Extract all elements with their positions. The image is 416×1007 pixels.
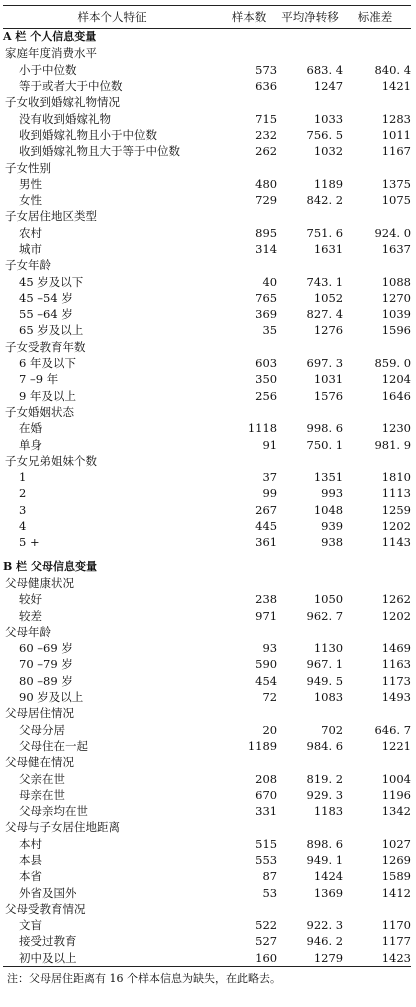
category-row bbox=[3, 404, 411, 420]
row-label: 农村 bbox=[19, 225, 42, 240]
table-row bbox=[3, 502, 411, 518]
std-dev-cell: 1493 bbox=[381, 690, 412, 705]
sample-size-cell: 267 bbox=[255, 502, 278, 517]
table-row bbox=[3, 591, 411, 607]
std-dev-cell: 1421 bbox=[381, 79, 412, 94]
std-dev-cell: 1177 bbox=[381, 934, 412, 949]
row-label: 文盲 bbox=[19, 918, 42, 933]
mean-transfer-cell: 929. 3 bbox=[306, 787, 344, 802]
table-row bbox=[3, 738, 411, 754]
mean-transfer-cell: 1130 bbox=[313, 641, 344, 656]
std-dev-cell: 1810 bbox=[381, 470, 412, 485]
table-row bbox=[3, 322, 411, 338]
panel-b-title: B 栏 父母信息变量 bbox=[3, 559, 97, 573]
row-label: 母亲在世 bbox=[19, 787, 65, 802]
row-label: 单身 bbox=[19, 437, 42, 452]
std-dev-cell: 1469 bbox=[381, 641, 412, 656]
mean-transfer-cell: 819. 2 bbox=[306, 771, 344, 786]
bottom-rule bbox=[3, 966, 411, 967]
std-dev-cell: 1039 bbox=[381, 307, 412, 322]
mean-transfer-cell: 962. 7 bbox=[306, 608, 344, 623]
std-dev-cell: 1088 bbox=[381, 274, 412, 289]
table-row bbox=[3, 518, 411, 534]
row-label: 较差 bbox=[19, 608, 42, 623]
row-label: 父母健康状况 bbox=[5, 575, 74, 590]
std-dev-cell: 859. 0 bbox=[374, 356, 412, 371]
category-row bbox=[3, 705, 411, 721]
sample-size-cell: 37 bbox=[262, 470, 278, 485]
mean-transfer-cell: 967. 1 bbox=[306, 657, 344, 672]
category-row bbox=[3, 754, 411, 770]
mean-transfer-cell: 984. 6 bbox=[306, 738, 344, 753]
sample-size-cell: 256 bbox=[255, 388, 278, 403]
table-row bbox=[3, 721, 411, 737]
mean-transfer-cell: 1032 bbox=[313, 144, 344, 159]
std-dev-cell: 1259 bbox=[381, 502, 412, 517]
table-row bbox=[3, 290, 411, 306]
std-dev-cell: 1170 bbox=[381, 918, 412, 933]
mean-transfer-cell: 756. 5 bbox=[306, 127, 344, 142]
table-row bbox=[3, 273, 411, 289]
table-row bbox=[3, 143, 411, 159]
sample-size-cell: 35 bbox=[262, 323, 278, 338]
table-row bbox=[3, 534, 411, 550]
table-row bbox=[3, 62, 411, 78]
row-label: 外省及国外 bbox=[19, 885, 77, 900]
row-label: 父母住在一起 bbox=[19, 738, 88, 753]
sample-size-cell: 160 bbox=[255, 950, 278, 965]
row-label: 父母受教育情况 bbox=[5, 901, 86, 916]
table-note: 注：父母居住距离有 16 个样本信息为缺失，在此略去。 bbox=[7, 971, 281, 985]
row-label: 父母年龄 bbox=[5, 624, 51, 639]
row-label: 2 bbox=[19, 486, 27, 501]
row-label: 65 岁及以上 bbox=[19, 323, 84, 338]
std-dev-cell: 1637 bbox=[381, 242, 412, 256]
row-label: 父母居住情况 bbox=[5, 706, 74, 721]
std-dev-cell: 1221 bbox=[381, 738, 412, 753]
std-dev-cell: 1423 bbox=[381, 950, 412, 965]
row-label: 子女居住地区类型 bbox=[5, 209, 97, 224]
row-label: 6 年及以下 bbox=[19, 356, 76, 371]
row-label: 父亲在世 bbox=[19, 771, 65, 786]
std-dev-cell: 1011 bbox=[381, 127, 412, 142]
std-dev-cell: 1230 bbox=[381, 421, 412, 436]
row-label: 父母亲均在世 bbox=[19, 804, 88, 819]
sample-size-cell: 53 bbox=[262, 885, 278, 900]
table-row bbox=[3, 485, 411, 501]
sample-size-cell: 93 bbox=[262, 641, 278, 656]
row-label: 子女性别 bbox=[5, 160, 51, 175]
mean-transfer-cell: 922. 3 bbox=[306, 918, 344, 933]
std-dev-cell: 1027 bbox=[381, 836, 412, 851]
category-row bbox=[3, 453, 411, 469]
summary-table bbox=[3, 5, 411, 986]
std-dev-cell: 1075 bbox=[381, 193, 412, 208]
sample-size-cell: 350 bbox=[255, 372, 278, 387]
mean-transfer-cell: 842. 2 bbox=[306, 193, 344, 208]
sample-size-cell: 670 bbox=[255, 787, 278, 802]
row-label: 初中及以上 bbox=[19, 950, 77, 965]
std-dev-cell: 1342 bbox=[381, 804, 412, 819]
row-label: 9 年及以上 bbox=[19, 388, 76, 403]
table-row bbox=[3, 192, 411, 208]
category-row bbox=[3, 94, 411, 110]
panel-gap bbox=[3, 551, 411, 559]
sample-size-cell: 262 bbox=[255, 144, 278, 159]
row-label: 父母与子女居住地距离 bbox=[5, 820, 120, 835]
sample-size-cell: 40 bbox=[262, 274, 278, 289]
table-row bbox=[3, 241, 411, 257]
std-dev-cell: 1412 bbox=[381, 885, 412, 900]
sample-size-cell: 573 bbox=[255, 62, 278, 77]
row-label: 3 bbox=[19, 502, 27, 517]
mean-transfer-cell: 1247 bbox=[313, 79, 344, 94]
sample-size-cell: 20 bbox=[262, 722, 278, 737]
category-row bbox=[3, 45, 411, 61]
mean-transfer-cell: 702 bbox=[321, 722, 344, 737]
mean-transfer-cell: 939 bbox=[321, 519, 344, 534]
sample-size-cell: 445 bbox=[255, 519, 278, 534]
std-dev-cell: 840. 4 bbox=[374, 62, 412, 77]
category-row bbox=[3, 819, 411, 835]
mean-transfer-cell: 1183 bbox=[313, 804, 344, 819]
std-dev-cell: 1167 bbox=[381, 144, 412, 159]
table-row bbox=[3, 640, 411, 656]
mean-transfer-cell: 1424 bbox=[313, 869, 344, 884]
header-sample-size: 样本数 bbox=[231, 10, 267, 24]
table-row bbox=[3, 78, 411, 94]
mean-transfer-cell: 938 bbox=[321, 535, 344, 550]
mean-transfer-cell: 1031 bbox=[313, 372, 344, 387]
table-row bbox=[3, 868, 411, 884]
row-label: 城市 bbox=[19, 242, 42, 256]
panel-a-rows bbox=[3, 45, 411, 550]
row-label: 没有收到婚嫁礼物 bbox=[19, 111, 111, 126]
std-dev-cell: 1269 bbox=[381, 852, 412, 867]
sample-size-cell: 208 bbox=[255, 771, 278, 786]
sample-size-cell: 603 bbox=[255, 356, 278, 371]
sample-size-cell: 636 bbox=[255, 79, 278, 94]
mean-transfer-cell: 1351 bbox=[313, 470, 344, 485]
row-label: 4 bbox=[19, 519, 27, 534]
table-row bbox=[3, 127, 411, 143]
row-label: 70 –79 岁 bbox=[19, 657, 73, 672]
table-row bbox=[3, 110, 411, 126]
table-row bbox=[3, 836, 411, 852]
sample-size-cell: 715 bbox=[255, 111, 278, 126]
sample-size-cell: 895 bbox=[255, 225, 278, 240]
mean-transfer-cell: 1033 bbox=[313, 111, 344, 126]
table-header bbox=[3, 6, 411, 28]
mean-transfer-cell: 751. 6 bbox=[306, 225, 344, 240]
panel-b-rows bbox=[3, 575, 411, 966]
row-label: 女性 bbox=[19, 193, 42, 208]
sample-size-cell: 369 bbox=[255, 307, 278, 322]
mean-transfer-cell: 1050 bbox=[313, 592, 344, 607]
mean-transfer-cell: 949. 5 bbox=[306, 673, 344, 688]
category-row bbox=[3, 159, 411, 175]
row-label: 子女收到婚嫁礼物情况 bbox=[5, 95, 120, 110]
sample-size-cell: 765 bbox=[255, 290, 278, 305]
row-label: 较好 bbox=[19, 592, 42, 607]
table-row bbox=[3, 950, 411, 966]
row-label: 本县 bbox=[19, 852, 42, 867]
row-label: 45 岁及以下 bbox=[19, 274, 84, 289]
sample-size-cell: 232 bbox=[255, 127, 278, 142]
std-dev-cell: 1270 bbox=[381, 290, 412, 305]
table-row bbox=[3, 787, 411, 803]
std-dev-cell: 1262 bbox=[381, 592, 412, 607]
std-dev-cell: 1143 bbox=[381, 535, 412, 550]
sample-size-cell: 361 bbox=[255, 535, 278, 550]
row-label: 家庭年度消费水平 bbox=[5, 46, 97, 61]
sample-size-cell: 238 bbox=[255, 592, 278, 607]
std-dev-cell: 1283 bbox=[381, 111, 412, 126]
sample-size-cell: 314 bbox=[255, 242, 278, 256]
mean-transfer-cell: 1048 bbox=[313, 502, 344, 517]
table-row bbox=[3, 770, 411, 786]
mean-transfer-cell: 898. 6 bbox=[306, 836, 344, 851]
row-label: 接受过教育 bbox=[19, 934, 77, 949]
row-label: 收到婚嫁礼物且大于等于中位数 bbox=[19, 144, 180, 159]
mean-transfer-cell: 949. 1 bbox=[306, 852, 344, 867]
sample-size-cell: 590 bbox=[255, 657, 278, 672]
row-label: 父母健在情况 bbox=[5, 755, 74, 770]
table-row bbox=[3, 306, 411, 322]
std-dev-cell: 646. 7 bbox=[374, 722, 412, 737]
table-row bbox=[3, 933, 411, 949]
row-label: 本村 bbox=[19, 836, 42, 851]
category-row bbox=[3, 575, 411, 591]
row-label: 45 –54 岁 bbox=[19, 290, 73, 305]
std-dev-cell: 1375 bbox=[381, 176, 412, 191]
row-label: 60 –69 岁 bbox=[19, 641, 73, 656]
sample-size-cell: 553 bbox=[255, 852, 278, 867]
table-row bbox=[3, 917, 411, 933]
std-dev-cell: 1596 bbox=[381, 323, 412, 338]
mean-transfer-cell: 1631 bbox=[313, 242, 344, 256]
sample-size-cell: 480 bbox=[255, 176, 278, 191]
std-dev-cell: 1646 bbox=[381, 388, 412, 403]
table-row bbox=[3, 420, 411, 436]
row-label: 等于或者大于中位数 bbox=[19, 79, 123, 94]
sample-size-cell: 729 bbox=[255, 193, 278, 208]
row-label: 80 –89 岁 bbox=[19, 673, 73, 688]
panel-a-title: A 栏 个人信息变量 bbox=[3, 30, 97, 44]
std-dev-cell: 1196 bbox=[381, 787, 412, 802]
sample-size-cell: 72 bbox=[262, 690, 278, 705]
mean-transfer-cell: 827. 4 bbox=[306, 307, 344, 322]
mean-transfer-cell: 946. 2 bbox=[306, 934, 344, 949]
sample-size-cell: 1189 bbox=[247, 738, 278, 753]
mean-transfer-cell: 998. 6 bbox=[306, 421, 344, 436]
sample-size-cell: 971 bbox=[255, 608, 278, 623]
row-label: 子女兄弟姐妹个数 bbox=[5, 453, 97, 468]
sample-size-cell: 515 bbox=[255, 836, 278, 851]
table-row bbox=[3, 436, 411, 452]
table-row bbox=[3, 884, 411, 900]
row-label: 55 –64 岁 bbox=[19, 307, 73, 322]
std-dev-cell: 1173 bbox=[381, 673, 412, 688]
sample-size-cell: 1118 bbox=[247, 421, 278, 436]
sample-size-cell: 91 bbox=[262, 437, 278, 452]
row-label: 小于中位数 bbox=[19, 62, 77, 77]
header-mean-transfer: 平均净转移 bbox=[281, 10, 339, 24]
table-row bbox=[3, 852, 411, 868]
table-row bbox=[3, 656, 411, 672]
row-label: 5 + bbox=[19, 535, 40, 550]
table-row bbox=[3, 607, 411, 623]
mean-transfer-cell: 1279 bbox=[313, 950, 344, 965]
sample-size-cell: 331 bbox=[255, 804, 278, 819]
std-dev-cell: 1202 bbox=[381, 608, 412, 623]
mean-transfer-cell: 743. 1 bbox=[306, 274, 344, 289]
table-row bbox=[3, 355, 411, 371]
mean-transfer-cell: 993 bbox=[321, 486, 344, 501]
category-row bbox=[3, 901, 411, 917]
std-dev-cell: 1202 bbox=[381, 519, 412, 534]
row-label: 90 岁及以上 bbox=[19, 690, 84, 705]
sample-size-cell: 527 bbox=[255, 934, 278, 949]
header-std-dev: 标准差 bbox=[357, 10, 393, 24]
sample-size-cell: 454 bbox=[255, 673, 278, 688]
row-label: 子女年龄 bbox=[5, 258, 51, 273]
std-dev-cell: 1163 bbox=[381, 657, 412, 672]
table-row bbox=[3, 371, 411, 387]
std-dev-cell: 924. 0 bbox=[374, 225, 412, 240]
table-row bbox=[3, 803, 411, 819]
std-dev-cell: 981. 9 bbox=[374, 437, 412, 452]
row-label: 子女婚姻状态 bbox=[5, 404, 74, 419]
std-dev-cell: 1589 bbox=[381, 869, 412, 884]
row-label: 男性 bbox=[19, 176, 42, 191]
sample-size-cell: 87 bbox=[262, 869, 278, 884]
table-row bbox=[3, 388, 411, 404]
row-label: 收到婚嫁礼物且小于中位数 bbox=[19, 127, 157, 142]
table-row bbox=[3, 689, 411, 705]
category-row bbox=[3, 208, 411, 224]
table-row bbox=[3, 225, 411, 241]
mean-transfer-cell: 1576 bbox=[313, 388, 344, 403]
std-dev-cell: 1204 bbox=[381, 372, 412, 387]
row-label: 本省 bbox=[19, 869, 42, 884]
mean-transfer-cell: 1369 bbox=[313, 885, 344, 900]
mean-transfer-cell: 697. 3 bbox=[306, 356, 344, 371]
mean-transfer-cell: 1276 bbox=[313, 323, 344, 338]
row-label: 父母分居 bbox=[19, 722, 65, 737]
row-label: 在婚 bbox=[19, 421, 42, 436]
mean-transfer-cell: 750. 1 bbox=[306, 437, 344, 452]
sample-size-cell: 99 bbox=[262, 486, 278, 501]
sample-size-cell: 522 bbox=[255, 918, 278, 933]
header-feature: 样本个人特征 bbox=[77, 10, 147, 24]
mean-transfer-cell: 1189 bbox=[313, 176, 344, 191]
table-row bbox=[3, 176, 411, 192]
category-row bbox=[3, 339, 411, 355]
mean-transfer-cell: 1083 bbox=[313, 690, 344, 705]
row-label: 1 bbox=[19, 470, 27, 485]
mean-transfer-cell: 683. 4 bbox=[306, 62, 344, 77]
table-row bbox=[3, 673, 411, 689]
category-row bbox=[3, 257, 411, 273]
table-row bbox=[3, 469, 411, 485]
std-dev-cell: 1004 bbox=[381, 771, 412, 786]
mean-transfer-cell: 1052 bbox=[313, 290, 344, 305]
row-label: 7 –9 年 bbox=[19, 372, 59, 387]
category-row bbox=[3, 624, 411, 640]
row-label: 子女受教育年数 bbox=[5, 339, 86, 354]
std-dev-cell: 1113 bbox=[381, 486, 412, 501]
